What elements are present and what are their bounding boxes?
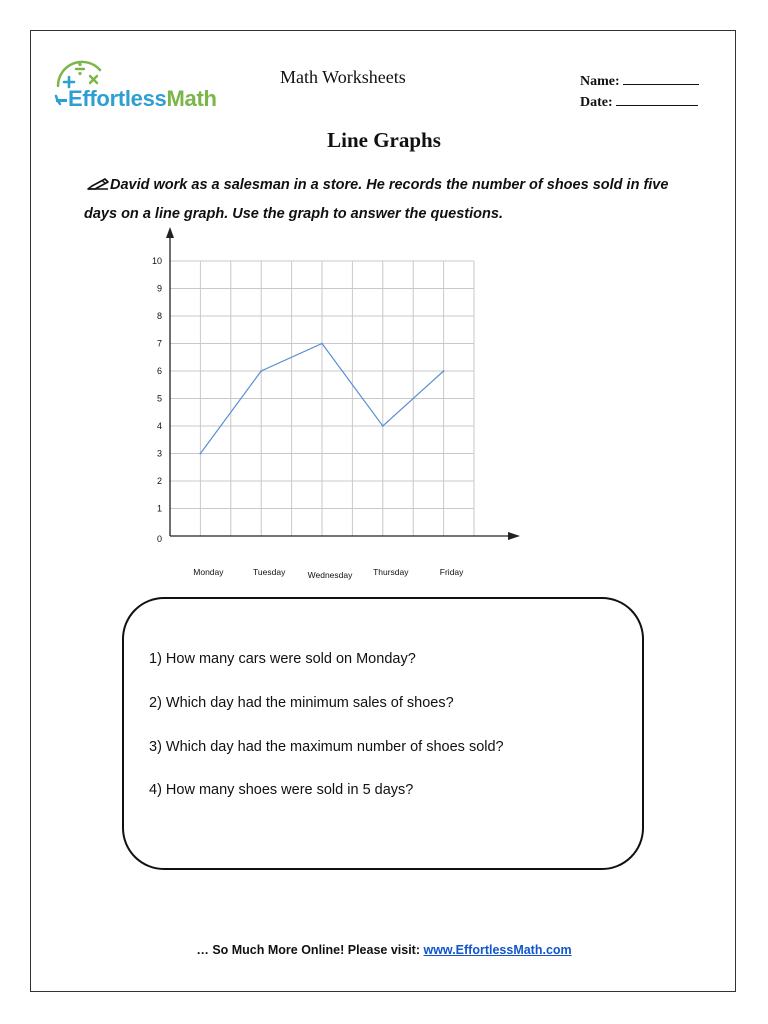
y-axis-arrow xyxy=(166,227,174,238)
intro-text: David work as a salesman in a store. He records the number of shoes sold in five days on a line graph. Use the graph to answer the questions. xyxy=(84,177,669,222)
data-point xyxy=(443,370,445,372)
chart-grid xyxy=(170,261,474,536)
data-point xyxy=(382,425,384,427)
y-tick-label: 10 xyxy=(151,256,162,266)
y-tick-label: 4 xyxy=(156,421,162,431)
question-3: 3) Which day had the maximum number of shoes sold? xyxy=(149,739,504,755)
x-category-label: Wednesday xyxy=(307,570,353,580)
x-category-label: Tuesday xyxy=(253,567,286,577)
x-category-label: Monday xyxy=(193,567,224,577)
date-blank-line[interactable] xyxy=(616,93,698,106)
footer-text: … So Much More Online! Please visit: xyxy=(196,943,424,957)
y-tick-label: 8 xyxy=(156,311,162,321)
x-axis-arrow xyxy=(508,532,520,540)
y-tick-label: 3 xyxy=(156,448,162,459)
question-4: 4) How many shoes were sold in 5 days? xyxy=(149,782,414,798)
logo-text xyxy=(68,86,217,112)
y-tick-label: 0 xyxy=(156,534,162,544)
footer xyxy=(0,943,768,957)
data-point xyxy=(200,453,202,455)
date-label: Date: xyxy=(580,95,613,110)
line-chart xyxy=(140,220,540,590)
y-tick-label: 5 xyxy=(156,393,162,404)
pencil-icon xyxy=(86,177,110,191)
y-tick-label: 9 xyxy=(156,283,162,294)
page-title: Line Graphs xyxy=(327,128,441,152)
data-point xyxy=(260,370,262,372)
data-point xyxy=(321,343,323,345)
name-label: Name: xyxy=(580,74,620,89)
questions-box xyxy=(122,597,644,870)
name-blank-line[interactable] xyxy=(623,72,699,85)
question-1: 1) How many cars were sold on Monday? xyxy=(149,651,416,667)
question-2: 2) Which day had the minimum sales of shoes? xyxy=(149,695,454,711)
y-tick-label: 1 xyxy=(156,503,162,514)
y-tick-label: 6 xyxy=(156,366,162,376)
logo-text-effortless: Effortless xyxy=(68,86,167,111)
worksheet-header-title: Math Worksheets xyxy=(280,67,406,87)
y-tick-labels xyxy=(152,256,162,544)
x-category-labels xyxy=(193,567,464,580)
footer-link[interactable]: www.EffortlessMath.com xyxy=(423,943,572,957)
chart-axes xyxy=(166,227,520,540)
y-tick-label: 7 xyxy=(156,338,162,349)
date-field[interactable] xyxy=(580,93,698,111)
y-tick-label: 2 xyxy=(156,476,162,486)
logo-text-math: Math xyxy=(166,86,217,111)
x-category-label: Friday xyxy=(439,567,464,577)
logo-minus-sign xyxy=(56,99,67,102)
x-category-label: Thursday xyxy=(373,567,409,577)
name-field[interactable] xyxy=(580,72,699,90)
